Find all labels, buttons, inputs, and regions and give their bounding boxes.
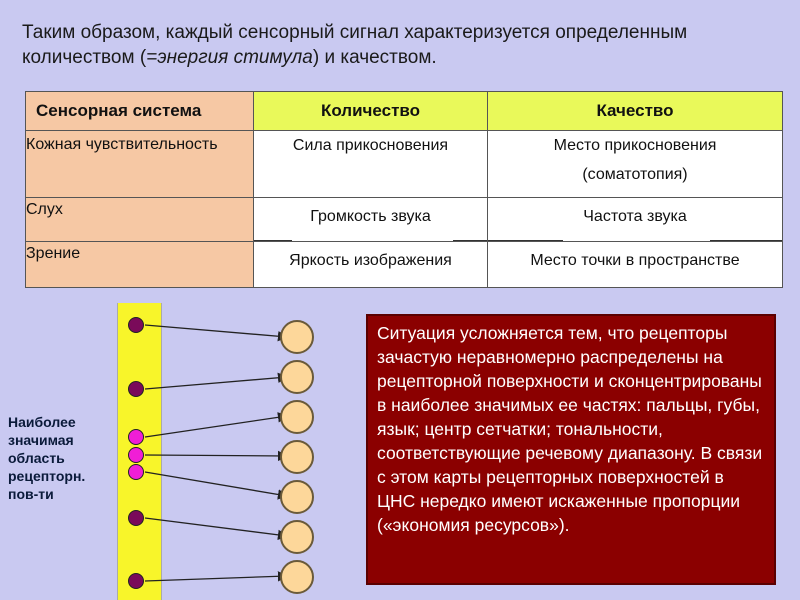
row-quantity: Сила прикосновения (254, 131, 488, 198)
explanation-box: Ситуация усложняется тем, что рецепторы зачастую неравномерно распределены на рецепторной поверхности и сконцентрированы в наиболее значимых ее частях: пальцы, губы, язык; центр сетчатки; тональности, соответствующие речевому диапазону. В связи с этом карты рецепторных поверхностей в ЦНС нередко имеют искаженные пропорции («экономия ресурсов»). (366, 314, 776, 585)
receptor-dot-dense (128, 429, 144, 445)
arrow (145, 416, 287, 437)
cns-neuron-circle (280, 480, 314, 514)
significant-area-label: Наиболее значимая область рецепторн. пов-ти (8, 414, 86, 502)
arrow (145, 325, 287, 337)
arrow (145, 576, 287, 581)
cns-neuron-circle (280, 520, 314, 554)
receptor-dot (128, 381, 144, 397)
arrow (145, 472, 287, 496)
arrow (145, 455, 287, 456)
cns-neuron-circle (280, 360, 314, 394)
intro-part2: ) и качеством. (312, 47, 437, 68)
cns-neuron-circle (280, 400, 314, 434)
receptor-dot (128, 510, 144, 526)
header-quality: Качество (488, 92, 783, 131)
receptor-dot-dense (128, 447, 144, 463)
row-quantity: Яркость изображения (254, 242, 488, 288)
row-system: Слух (26, 198, 254, 242)
row-system: Зрение (26, 242, 254, 288)
cns-neuron-circle (280, 440, 314, 474)
header-quantity: Количество (254, 92, 488, 131)
cns-neuron-circle (280, 560, 314, 594)
row-quality: Место прикосновения (соматотопия) (488, 131, 783, 198)
cns-neuron-circle (280, 320, 314, 354)
receptor-dot (128, 573, 144, 589)
intro-part1: Таким образом, каждый сенсорный сигнал характеризуется определенным количеством ( (22, 22, 688, 68)
row-quality: Место точки в пространстве (488, 242, 783, 288)
header-system: Сенсорная система (26, 92, 254, 131)
receptor-dot (128, 317, 144, 333)
arrow (145, 377, 287, 389)
arrow (145, 518, 287, 536)
receptor-dot-dense (128, 464, 144, 480)
row-quality: Частота звука (583, 208, 687, 225)
intro-italic: =энергия стимула (146, 47, 313, 68)
row-quantity: Громкость звука (310, 208, 431, 225)
row-system: Кожная чувствительность (26, 131, 254, 198)
